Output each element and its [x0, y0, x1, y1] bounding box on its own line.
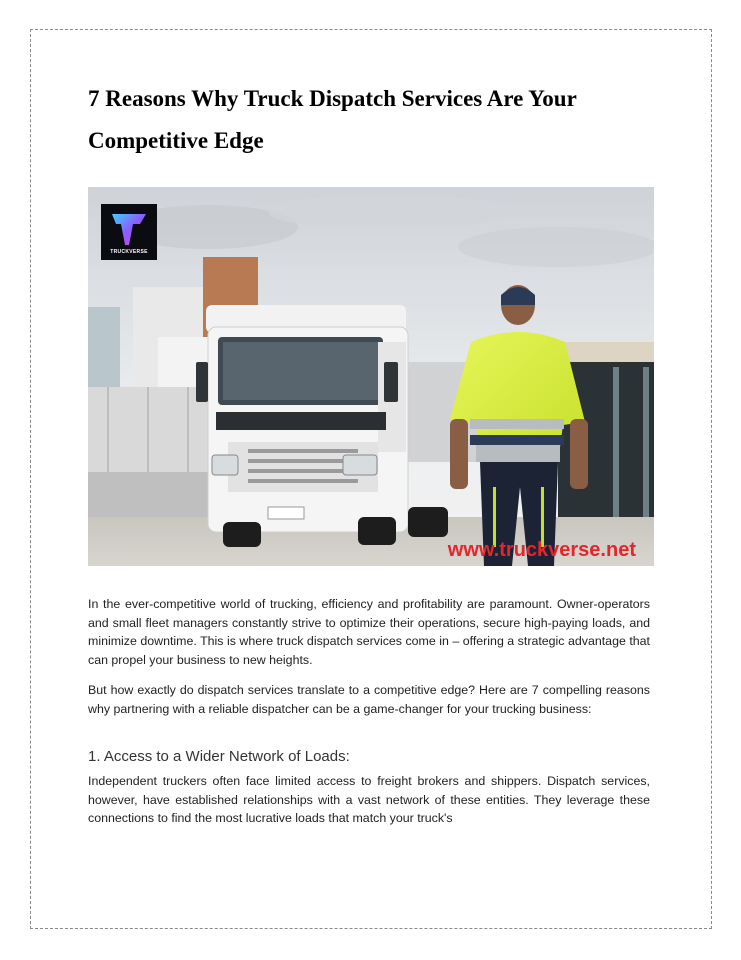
- lead-in-paragraph: But how exactly do dispatch services translate to a competitive edge? Here are 7 compelling reasons why partnering with a reliable dispatcher can be a game-changer for your trucking business:: [88, 683, 650, 716]
- logo-text: TRUCKVERSE: [110, 249, 148, 255]
- section-paragraph: Independent truckers often face limited access to freight brokers and shippers. Dispatch services, however, have established relationships with a vast network of these entities. They leverage these connections to find the most lucrative loads that match your truck's: [88, 774, 650, 825]
- intro-paragraph: In the ever-competitive world of trucking, efficiency and profitability are paramount. Owner-operators and small fleet managers constantly strive to optimize their operations, secure high-paying loads, and minimize downtime. This is where truck dispatch services come in – offering a strategic advantage that can propel your business to new heights.: [88, 597, 650, 667]
- hero-image: [88, 187, 654, 566]
- hero-illustration: [88, 187, 654, 566]
- truckverse-logo: [101, 204, 157, 260]
- section-heading: 1. Access to a Wider Network of Loads:: [88, 748, 350, 765]
- article-title: 7 Reasons Why Truck Dispatch Services Are Your Competitive Edge: [88, 86, 577, 153]
- watermark-url: www.truckverse.net: [447, 539, 636, 561]
